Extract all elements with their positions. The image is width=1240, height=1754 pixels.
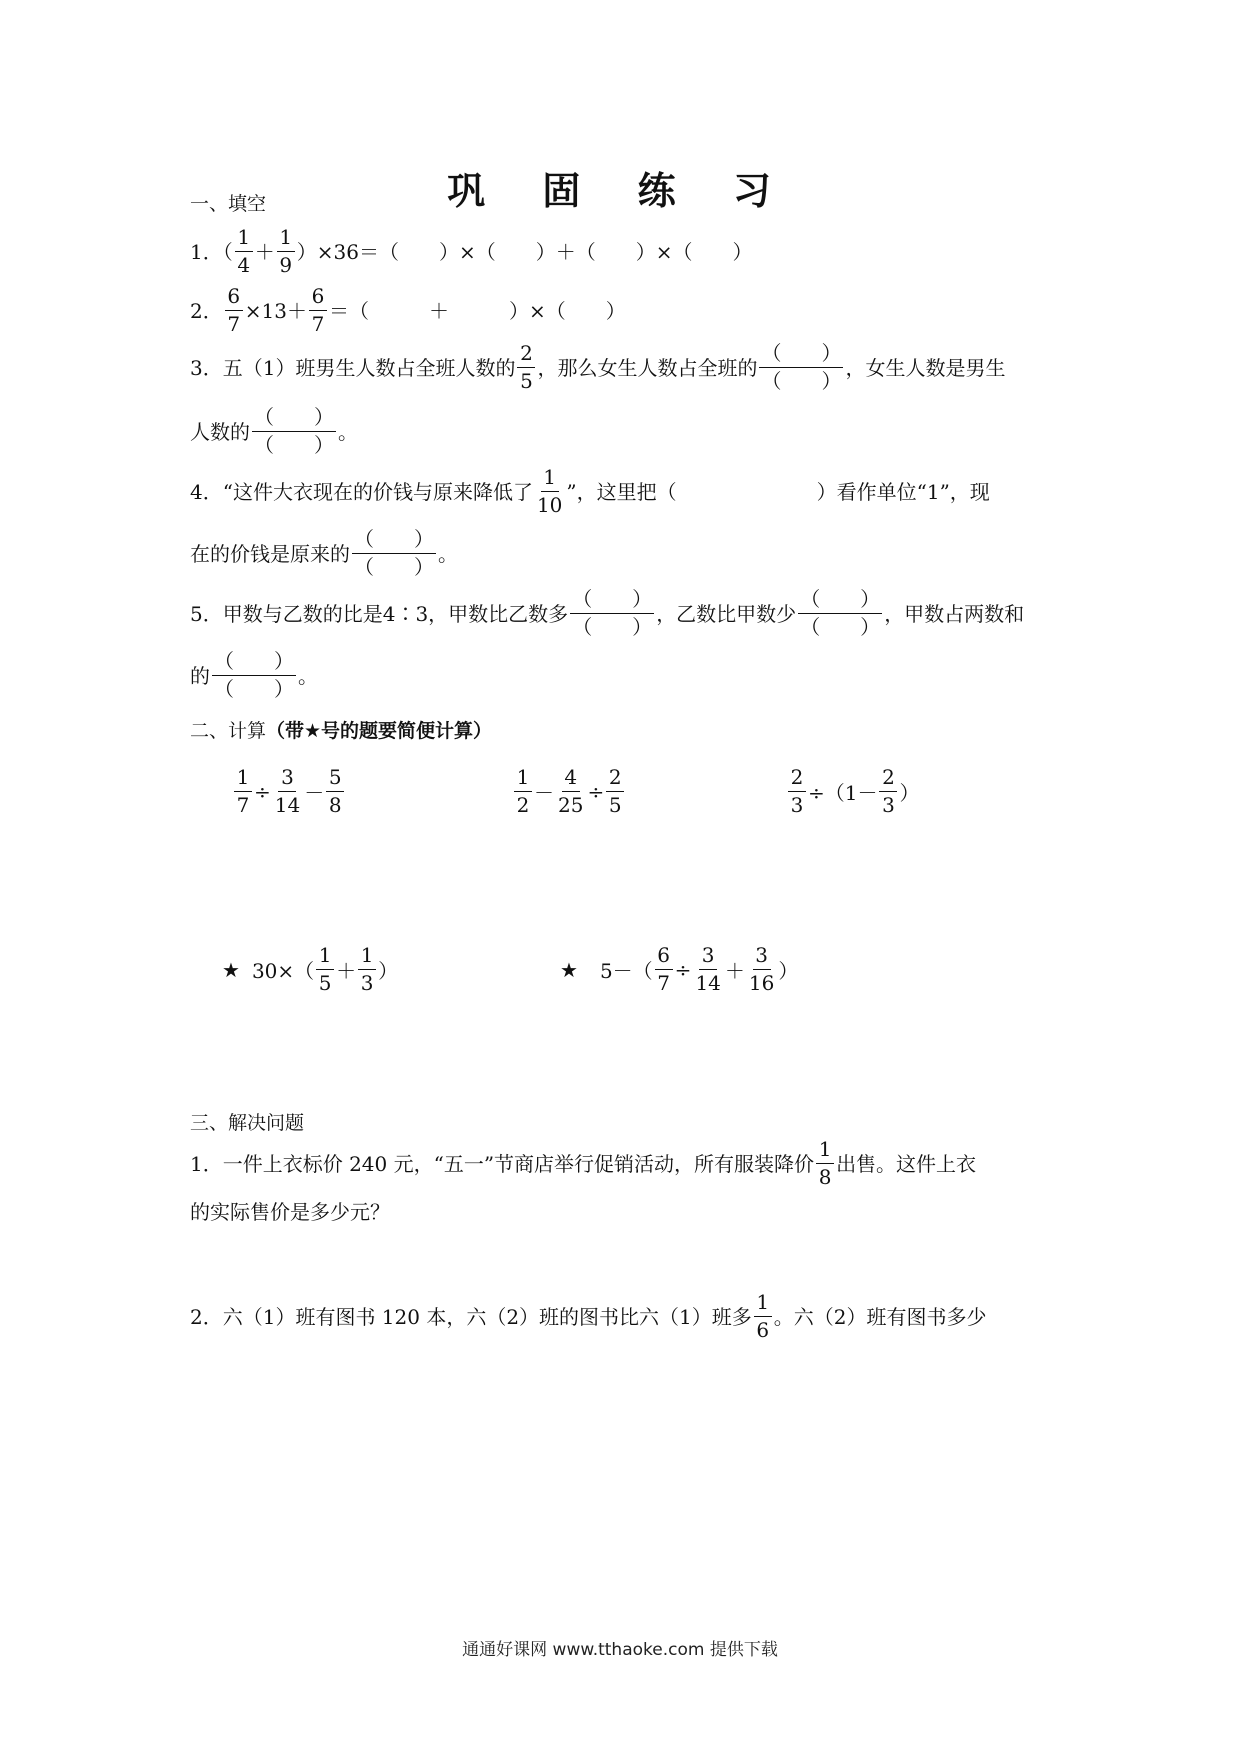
calc-expression-5: ★ 5－（ $\frac{6}{7}$ ÷ $\frac{3}{14}$ ＋ $\frac{3}{16}$ ） [560, 943, 799, 995]
fraction: $\frac{5}{8}$ [326, 766, 344, 817]
fraction: $\frac{1}{3}$ [358, 944, 376, 995]
calc-expression-2: $\frac{1}{2}$ － $\frac{4}{25}$ ÷ $\frac{2}{5}$ [512, 766, 626, 817]
fraction: $\frac{1}{10}$ [536, 465, 563, 517]
fraction: $\frac{1}{2}$ [514, 766, 532, 817]
fill-question-3-cont: 人数的 $\frac{( )}{( )}$ 。 [190, 405, 358, 457]
answer-blank[interactable]: $\frac{( )}{( )}$ [800, 587, 881, 639]
fraction: $\frac{2}{5}$ [606, 766, 624, 817]
calc-expression-4: ★ 30×（ $\frac{1}{5}$ ＋ $\frac{1}{3}$ ） [222, 943, 399, 995]
calc-expression-3: $\frac{2}{3}$ ÷（1－ $\frac{2}{3}$ ） [786, 766, 919, 817]
fraction: $\frac{3}{14}$ [274, 765, 301, 817]
fill-question-1: 1．（ $\frac{1}{4}$ ＋ $\frac{1}{9}$ ）×36＝（ ）×（ ）＋（ ）×（ ） [190, 225, 753, 277]
fraction: $\frac{6}{7}$ [655, 944, 673, 995]
answer-blank[interactable]: $\frac{( )}{( )}$ [572, 587, 653, 639]
fraction: $\frac{1}{6}$ [754, 1291, 772, 1342]
star-icon: ★ [222, 957, 240, 982]
fraction: $\frac{4}{25}$ [558, 765, 584, 817]
fraction: $\frac{2}{3}$ [879, 766, 897, 817]
section-2-heading: 二、计算 （带★号的题要简便计算） [190, 720, 493, 742]
word-problem-2: 2．六（1）班有图书 120 本，六（2）班的图书比六（1）班多 $\frac{1}{6}$ 。六（2）班有图书多少 [190, 1290, 987, 1342]
page-title: 巩 固 练 习 [447, 169, 793, 213]
fill-question-3: 3．五（1）班男生人数占全班人数的 $\frac{2}{5}$ ，那么女生人数占全班的 $\frac{( )}{( )}$ ，女生人数是男生 [190, 341, 1006, 393]
fraction: $\frac{6}{7}$ [225, 285, 243, 336]
section-3-heading: 三、解决问题 [190, 1112, 305, 1134]
calc-expression-1: $\frac{1}{7}$ ÷ $\frac{3}{14}$ － $\frac{5}{8}$ [232, 766, 346, 817]
fill-question-5: 5．甲数与乙数的比是4∶3，甲数比乙数多 $\frac{( )}{( )}$ ，乙数比甲数少 $\frac{( )}{( )}$ ，甲数占两数和 [190, 587, 1025, 639]
section-1-heading: 一、填空 [190, 193, 267, 215]
star-icon: ★ [560, 957, 578, 982]
fill-question-5-cont: 的 $\frac{( )}{( )}$ 。 [190, 649, 318, 701]
fraction: $\frac{3}{14}$ [695, 943, 721, 995]
fraction: $\frac{1}{5}$ [316, 944, 334, 995]
answer-blank[interactable]: $\frac{( )}{( )}$ [254, 405, 334, 457]
fraction: $\frac{2}{3}$ [788, 766, 806, 817]
fill-question-4: 4．“这件大衣现在的价钱与原来降低了 $\frac{1}{10}$ ”，这里把（ ）看作单位“1”，现 [190, 465, 990, 517]
fraction: $\frac{1}{8}$ [816, 1138, 834, 1189]
fraction: $\frac{1}{4}$ [235, 226, 253, 277]
fraction: $\frac{3}{16}$ [748, 943, 775, 995]
word-problem-1: 1．一件上衣标价 240 元，“五一”节商店举行促销活动，所有服装降价 $\frac{1}{8}$ 出售。这件上衣 [190, 1137, 977, 1189]
fraction: $\frac{1}{9}$ [277, 226, 295, 277]
word-problem-1-cont: 的实际售价是多少元？ [190, 1200, 390, 1224]
fraction: $\frac{6}{7}$ [309, 285, 327, 336]
footer-credit: 通通好课网 www.tthaoke.com 提供下载 [462, 1640, 778, 1660]
fill-question-4-cont: 在的价钱是原来的 $\frac{( )}{( )}$ 。 [190, 527, 458, 579]
fill-question-2: 2． $\frac{6}{7}$ ×13＋ $\frac{6}{7}$ ＝（ ＋ ）×（ ） [190, 284, 626, 336]
answer-blank[interactable]: $\frac{( )}{( )}$ [214, 649, 294, 701]
fraction: $\frac{2}{5}$ [517, 342, 535, 393]
fraction: $\frac{1}{7}$ [234, 766, 252, 817]
answer-blank[interactable]: $\frac{( )}{( )}$ [761, 341, 842, 393]
answer-blank[interactable]: $\frac{( )}{( )}$ [354, 527, 434, 579]
